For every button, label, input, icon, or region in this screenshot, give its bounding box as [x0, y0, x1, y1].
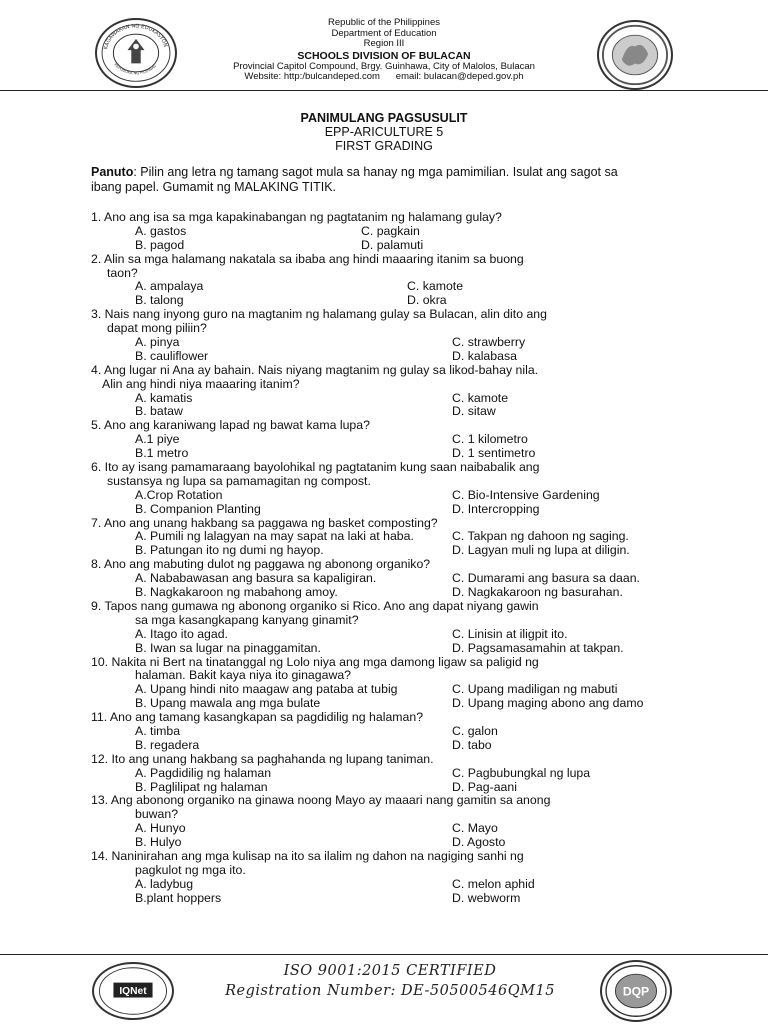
option-c: C. kamote — [452, 390, 509, 405]
option-a: A. Pagdidilig ng halaman — [135, 765, 272, 780]
question-stem-continued: sustansya ng lupa sa pamamagitan ng compost. — [107, 473, 371, 488]
answer-options — [91, 392, 691, 406]
option-a: A. Pumili ng lalagyan na may sapat na laki at haba. — [135, 529, 414, 544]
option-b: B. Patungan ito ng dumi ng hayop. — [135, 543, 324, 558]
option-b: B. talong — [135, 293, 184, 308]
option-b: B. pagod — [135, 237, 185, 252]
question-list — [91, 211, 691, 906]
option-d: D. palamuti — [361, 237, 424, 252]
answer-options — [91, 878, 691, 892]
grading-title: FIRST GRADING — [335, 139, 433, 153]
address-line: Provincial Capitol Compound, Brgy. Guinhawa, City of Malolos, Bulacan — [233, 60, 535, 72]
instructions-label: Panuto — [91, 165, 134, 179]
question-stem-continued: taon? — [107, 265, 138, 280]
option-a: A.1 piye — [135, 432, 180, 447]
option-c: C. kamote — [407, 279, 464, 294]
option-c: C. pagkain — [361, 223, 420, 238]
footer-divider — [0, 954, 768, 955]
subject-title: EPP-ARICULTURE 5 — [324, 125, 444, 139]
option-b: B. Paglilipat ng halaman — [135, 779, 268, 794]
question-stem-continued: Alin ang hindi niya maaaring itanim? — [102, 376, 300, 391]
exam-title: PANIMULANG PAGSUSULIT — [300, 111, 468, 125]
option-b: B. Nagkakaroon ng mabahong amoy. — [135, 585, 338, 600]
dqp-logo — [600, 960, 672, 1022]
svg-text:DQP: DQP — [622, 984, 650, 999]
answer-options — [91, 447, 691, 461]
question-stem: 2. Alin sa mga halamang nakatala sa ibaba ang hindi maaaring itanim sa buong — [91, 251, 524, 266]
option-b: B. Companion Planting — [135, 501, 261, 516]
answer-options — [91, 503, 691, 517]
answer-options — [91, 781, 691, 795]
option-b: B. cauliflower — [135, 348, 209, 363]
division-name: SCHOOLS DIVISION OF BULACAN — [297, 49, 471, 62]
option-a: A.Crop Rotation — [135, 487, 223, 502]
option-b: B.1 metro — [135, 446, 189, 461]
letterhead — [0, 0, 768, 92]
option-d: D. Pag-aani — [452, 779, 517, 794]
svg-text:KAGAWARAN NG EDUKASYON: KAGAWARAN NG EDUKASYON — [103, 23, 169, 51]
option-d: D. Agosto — [452, 835, 506, 850]
question-stem: 14. Naninirahan ang mga kulisap na ito sa ilalim ng dahon na nagiging sanhi ng — [91, 848, 524, 863]
exam-titles — [0, 111, 768, 153]
answer-options — [91, 294, 691, 308]
option-d: D. sitaw — [452, 404, 496, 419]
answer-options — [91, 628, 691, 642]
answer-options — [91, 405, 691, 419]
option-c: C. melon aphid — [452, 876, 535, 891]
registration-number: Registration Number: DE-50500546QM15 — [225, 983, 555, 999]
option-d: D. tabo — [452, 737, 492, 752]
option-b: B. Iwan sa lugar na pinaggamitan. — [135, 640, 321, 655]
letterhead-text — [180, 18, 588, 83]
question-stem: 7. Ano ang unang hakbang sa paggawa ng basket composting? — [91, 515, 438, 530]
option-b: B. Upang mawala ang mga bulate — [135, 696, 321, 711]
option-d: D. kalabasa — [452, 348, 517, 363]
question-stem: 13. Ang abonong organiko na ginawa noong Mayo ay maaari nang gamitin sa anong — [91, 793, 551, 808]
question-stem: 1. Ano ang isa sa mga kapakinabangan ng pagtatanim ng halamang gulay? — [91, 210, 502, 224]
answer-options — [91, 586, 691, 600]
svg-text:IQNet: IQNet — [119, 985, 147, 997]
option-c: C. strawberry — [452, 335, 526, 350]
instructions-text: : Pilin ang letra ng tamang sagot mula sa hanay ng mga pamimilian. Isulat ang sagot sa — [133, 165, 618, 179]
answer-options — [91, 544, 691, 558]
option-d: D. 1 sentimetro — [452, 446, 536, 461]
svg-text:REPUBLIKA NG PILIPINAS: REPUBLIKA NG PILIPINAS — [113, 62, 157, 76]
answer-options — [91, 822, 691, 836]
option-d: D. Pagsamasamahin at takpan. — [452, 640, 624, 655]
answer-options — [91, 642, 691, 656]
option-b: B. bataw — [135, 404, 183, 419]
option-a: A. Upang hindi nito maagaw ang pataba at tubig — [135, 682, 398, 697]
answer-options — [91, 739, 691, 753]
answer-options — [91, 350, 691, 364]
question-stem-continued: halaman. Bakit kaya niya ito ginagawa? — [135, 668, 352, 683]
question-stem-continued: pagkulot ng mga ito. — [135, 862, 246, 877]
answer-options — [91, 336, 691, 350]
iso-certified-text: ISO 9001:2015 CERTIFIED — [283, 963, 497, 979]
question-stem-continued: sa mga kasangkapang kanyang ginamit? — [135, 612, 359, 627]
answer-options — [91, 767, 691, 781]
answer-options — [91, 892, 691, 906]
answer-options — [91, 239, 691, 253]
option-d: D. okra — [407, 293, 447, 308]
division-seal-logo — [597, 20, 673, 90]
instructions-text-2: ibang papel. Gumamit ng MALAKING TITIK. — [91, 180, 337, 194]
option-c: C. Linisin at iligpit ito. — [452, 626, 568, 641]
option-c: C. Dumarami ang basura sa daan. — [452, 571, 640, 586]
question-stem: 4. Ang lugar ni Ana ay bahain. Nais niyang magtanim ng gulay sa likod-bahay nila. — [91, 362, 539, 377]
option-d: D. Upang maging abono ang damo — [452, 696, 644, 711]
region-line: Region III — [363, 38, 405, 49]
answer-options — [91, 572, 691, 586]
option-c: C. galon — [452, 723, 498, 738]
iso-certification — [180, 961, 600, 1001]
republic-line: Republic of the Philippines — [328, 17, 440, 28]
question-stem-continued: dapat mong piliin? — [107, 321, 207, 336]
option-a: A. ladybug — [135, 876, 194, 891]
option-b: B. Hulyo — [135, 835, 182, 850]
option-d: D. Lagyan muli ng lupa at diligin. — [452, 543, 630, 558]
option-a: A. timba — [135, 723, 181, 738]
question-stem: 5. Ano ang karaniwang lapad ng bawat kama lupa? — [91, 418, 370, 433]
answer-options — [91, 725, 691, 739]
question-stem: 3. Nais nang inyong guro na magtanim ng halamang gulay sa Bulacan, alin dito ang — [91, 307, 547, 322]
option-a: A. Nababawasan ang basura sa kapaligiran. — [135, 571, 377, 586]
option-d: D. Intercropping — [452, 501, 540, 516]
question-stem-continued: buwan? — [135, 807, 179, 822]
option-c: C. Pagbubungkal ng lupa — [452, 765, 591, 780]
option-a: A. Hunyo — [135, 821, 186, 836]
department-line: Department of Education — [331, 27, 437, 39]
question-stem: 12. Ito ang unang hakbang sa paghahanda ng lupang taniman. — [91, 751, 434, 766]
question-stem: 9. Tapos nang gumawa ng abonong organiko si Rico. Ano ang dapat niyang gawin — [91, 598, 539, 613]
option-a: A. ampalaya — [135, 279, 204, 294]
option-b: B.plant hoppers — [135, 890, 222, 905]
option-b: B. regadera — [135, 737, 200, 752]
answer-options — [91, 433, 691, 447]
option-d: D. webworm — [452, 890, 521, 905]
question-stem: 6. Ito ay isang pamamaraang bayolohikal ng pagtatanim kung saan naibabalik ang — [91, 460, 540, 475]
answer-options — [91, 225, 691, 239]
question-stem: 11. Ano ang tamang kasangkapan sa pagdidilig ng halaman? — [91, 710, 424, 725]
option-a: A. Itago ito agad. — [135, 626, 228, 641]
option-a: A. gastos — [135, 223, 187, 238]
answer-options — [91, 836, 691, 850]
question-stem: 10. Nakita ni Bert na tinatanggal ng Lolo niya ang mga damong ligaw sa paligid ng — [91, 654, 539, 669]
answer-options — [91, 683, 691, 697]
question-stem: 8. Ano ang mabuting dulot ng paggawa ng abonong organiko? — [91, 557, 431, 572]
answer-options — [91, 530, 691, 544]
answer-options — [91, 280, 691, 294]
answer-options — [91, 697, 691, 711]
answer-options — [91, 489, 691, 503]
option-d: D. Nagkakaroon ng basurahan. — [452, 585, 623, 600]
deped-seal-logo — [95, 18, 177, 88]
option-a: A. kamatis — [135, 390, 193, 405]
option-c: C. Mayo — [452, 821, 498, 836]
iqnet-logo — [92, 962, 174, 1020]
option-c: C. Bio-Intensive Gardening — [452, 487, 600, 502]
header-divider — [0, 90, 768, 91]
instructions — [91, 165, 691, 195]
contact-line: Website: http:/bulcandeped.com email: bulacan@deped.gov.ph — [244, 71, 524, 82]
option-a: A. pinya — [135, 335, 180, 350]
option-c: C. Takpan ng dahoon ng saging. — [452, 529, 629, 544]
option-c: C. 1 kilometro — [452, 432, 528, 447]
option-c: C. Upang madiligan ng mabuti — [452, 682, 618, 697]
